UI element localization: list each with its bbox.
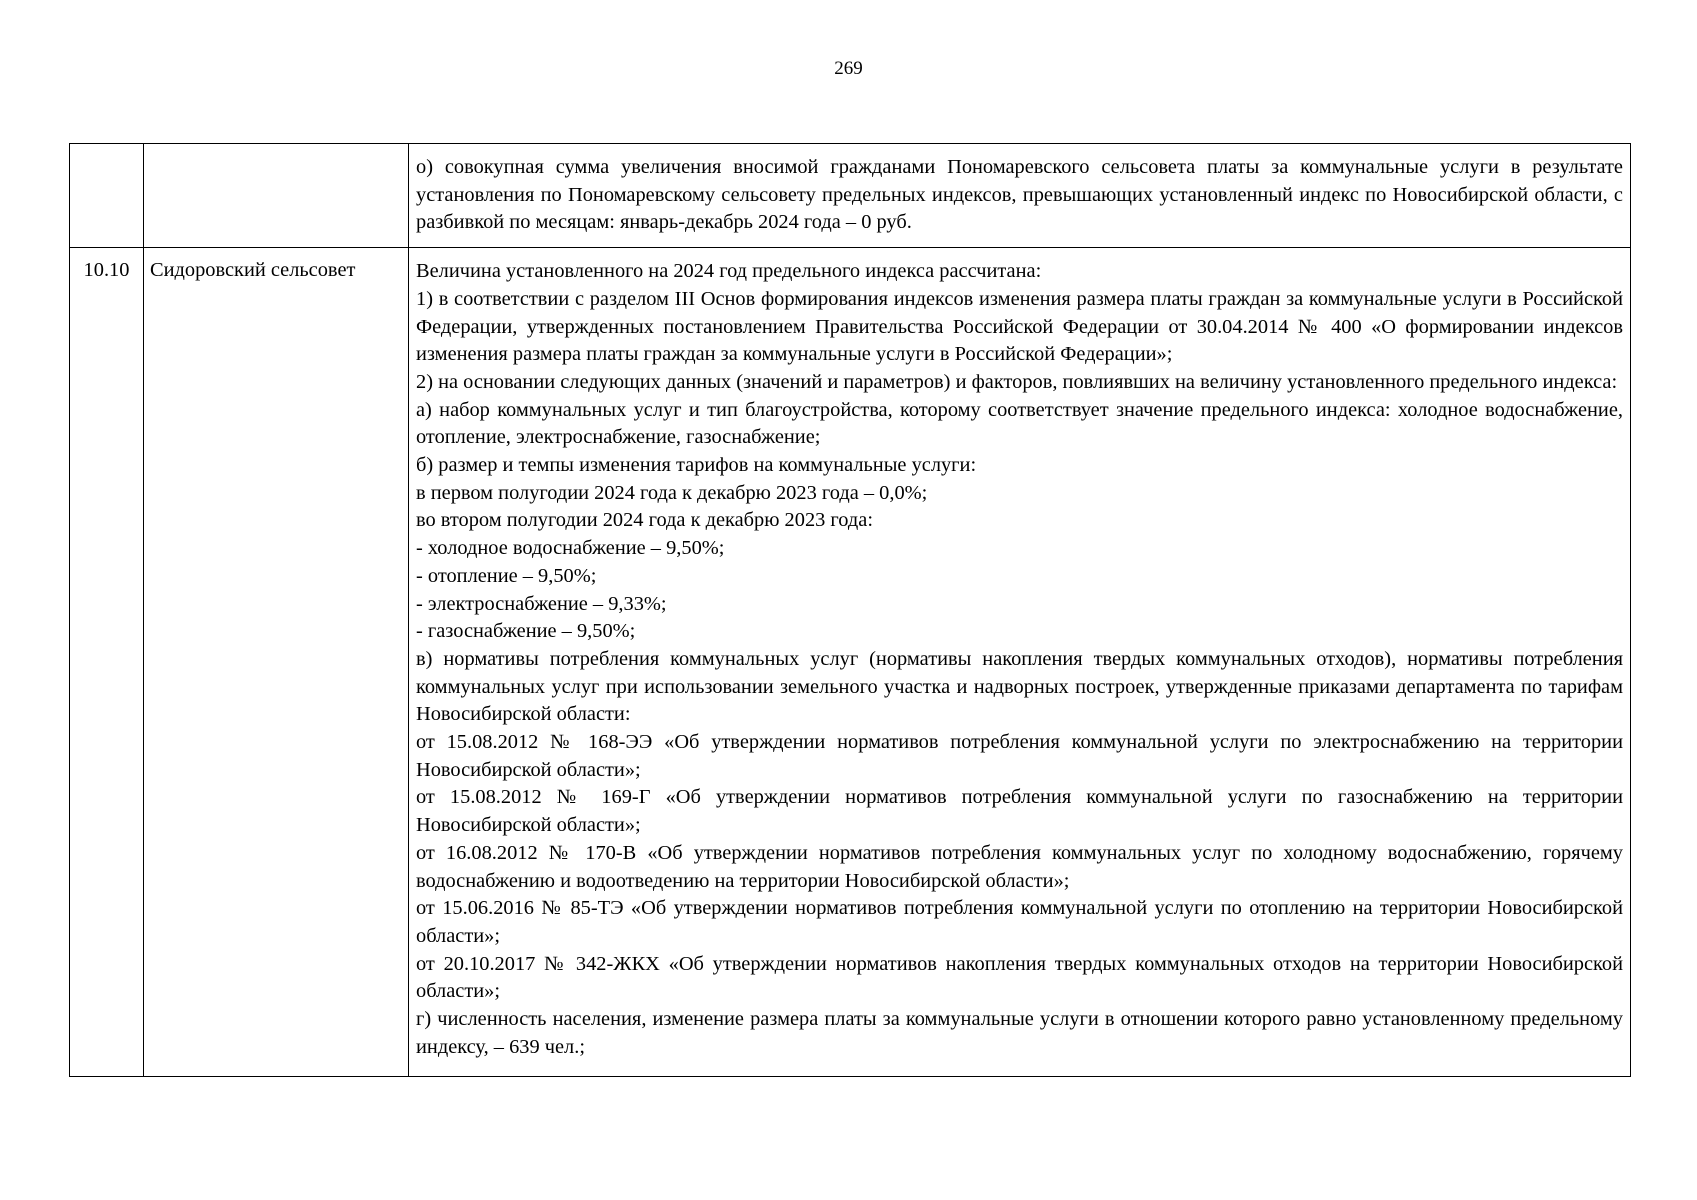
paragraph: а) набор коммунальных услуг и тип благоустройства, которому соответствует значение предельного индекса: холодное водоснабжение, отопление, электроснабжение, газоснабжение; [416,398,1623,449]
row-description [409,248,1631,1076]
paragraph: от 15.06.2016 № 85-ТЭ «Об утверждении нормативов потребления коммунальной услуги по отоплению на территории Новосибирской области»; [416,897,1623,947]
row-number [70,144,144,248]
paragraph: - газоснабжение – 9,50%; [416,620,636,643]
paragraph: Величина установленного на 2024 год предельного индекса рассчитана: [416,260,1042,283]
paragraph: 1) в соответствии с разделом III Основ формирования индексов изменения размера платы граждан за коммунальные услуги в Российской Федерации, утвержденных постановлением Правительства Российской Федерации от 30.04.2014 № 400 «О формировании индексов изменения размера платы граждан за коммунальные услуги в Российской Федерации»; [416,287,1623,366]
paragraph: от 20.10.2017 № 342-ЖКХ «Об утверждении нормативов накопления твердых коммунальных отходов на территории Новосибирской области»; [416,952,1623,1003]
paragraph: - холодное водоснабжение – 9,50%; [416,537,725,560]
paragraph: г) численность населения, изменение размера платы за коммунальные услуги в отношении которого равно установленному предельному индексу, – 639 чел.; [416,1008,1623,1058]
row-number: 10.10 [70,248,144,1076]
paragraph: - электроснабжение – 9,33%; [416,592,667,615]
paragraph: от 15.08.2012 № 168-ЭЭ «Об утверждении нормативов потребления коммунальной услуги по электроснабжению на территории Новосибирской области»; [416,731,1623,781]
municipality-name [144,144,409,248]
paragraph: от 16.08.2012 № 170-В «Об утверждении нормативов потребления коммунальных услуг по холодному водоснабжению, горячему водоснабжению и водоотведению на территории Новосибирской области»; [416,841,1623,892]
municipality-name: Сидоровский сельсовет [144,248,409,1076]
paragraph: в первом полугодии 2024 года к декабрю 2023 года – 0,0%; [416,481,928,504]
paragraph: во втором полугодии 2024 года к декабрю 2023 года: [416,509,873,532]
paragraph: о) совокупная сумма увеличения вносимой гражданами Пономаревского сельсовета платы за коммунальные услуги в результате установления по Пономаревскому сельсовету предельных индексов, превышающих установленный индекс по Новосибирской области, с разбивкой по месяцам: январь-декабрь 2024 года – 0 руб. [416,156,1623,234]
paragraph: в) нормативы потребления коммунальных услуг (нормативы накопления твердых коммунальных отходов), нормативы потребления коммунальных услуг при использовании земельного участка и надворных построек, утвержденные приказами департамента по тарифам Новосибирской области: [416,647,1623,726]
indices-table [69,143,1631,1077]
table-row [70,248,1631,1076]
paragraph: - отопление – 9,50%; [416,564,597,587]
table-row [70,144,1631,248]
paragraph: от 15.08.2012 № 169-Г «Об утверждении нормативов потребления коммунальной услуги по газоснабжению на территории Новосибирской области»; [416,786,1623,837]
row-description [409,144,1631,248]
paragraph: б) размер и темпы изменения тарифов на коммунальные услуги: [416,454,977,477]
page-number: 269 [834,58,863,79]
paragraph: 2) на основании следующих данных (значений и параметров) и факторов, повлиявших на величину установленного предельного индекса: [416,370,1618,393]
